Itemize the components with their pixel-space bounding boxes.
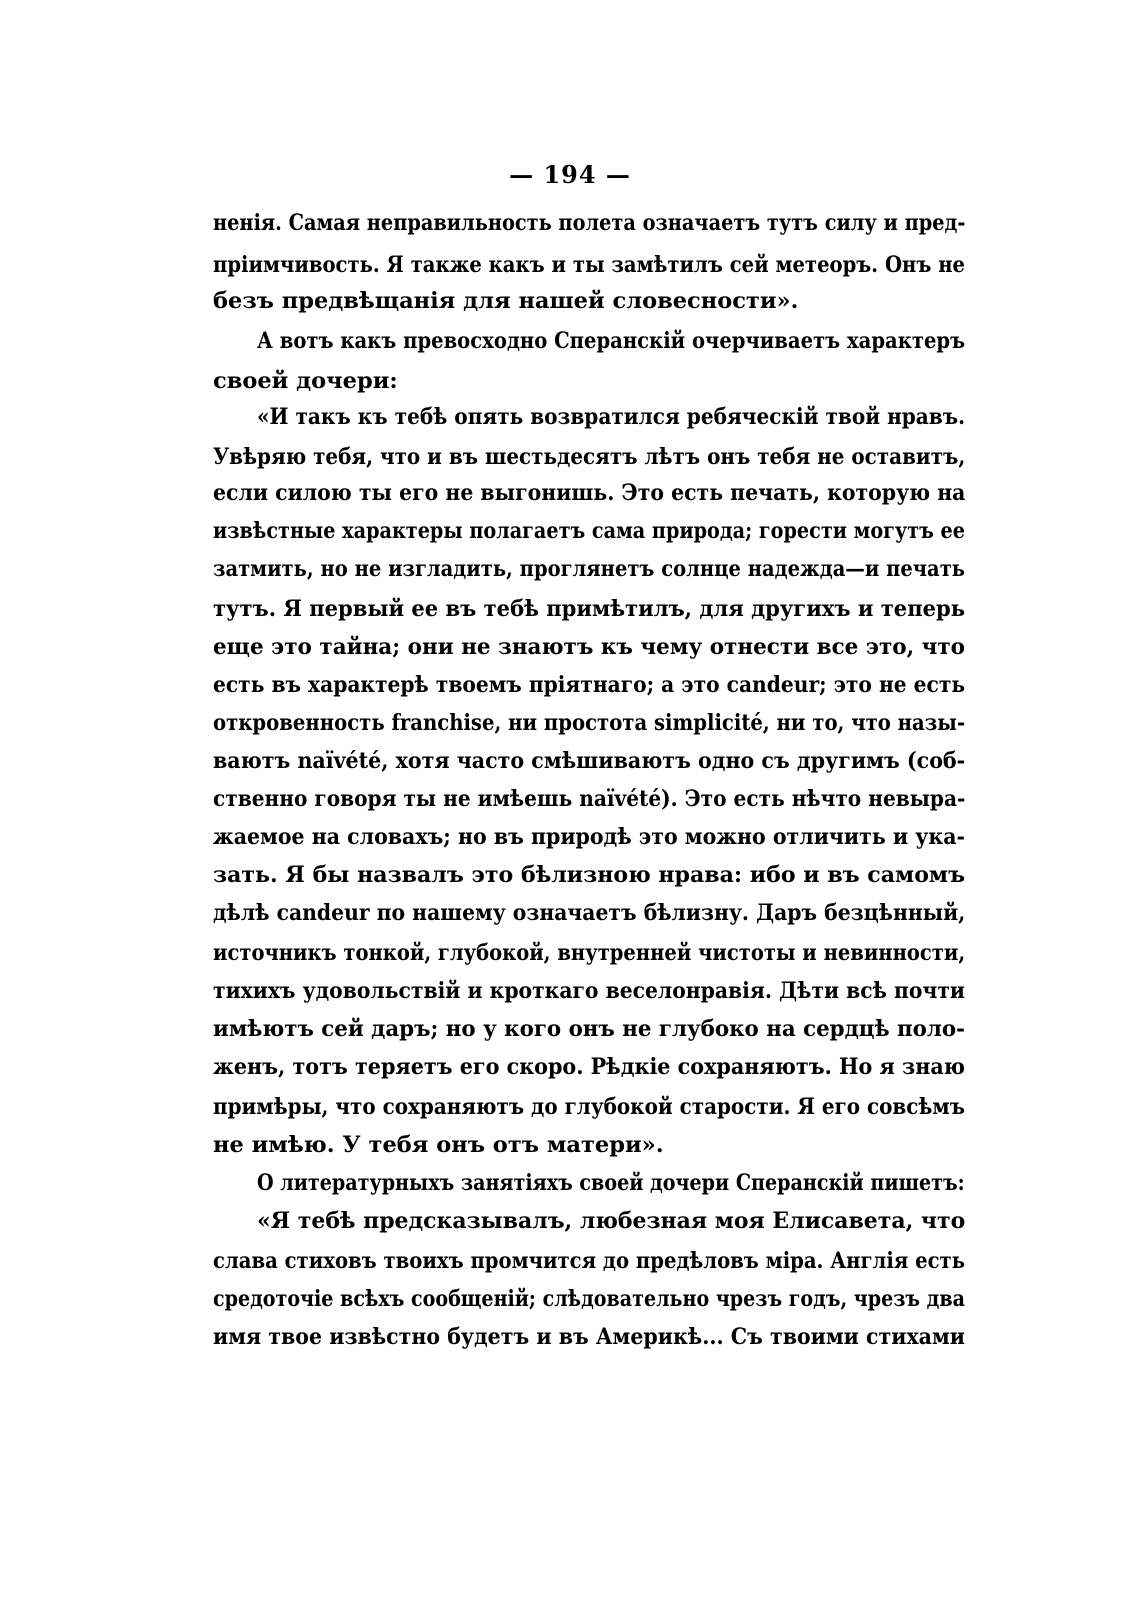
text-line: дѣлѣ candeur по нашему означаетъ бѣлизну. Даръ безцѣнный, [213,900,966,926]
text-line: «И такъ къ тебѣ опять возвратился ребяческiй твой нравъ. [257,404,966,430]
text-line: тихихъ удовольствiй и кроткаго веселонравiя. Дѣти всѣ почти [213,978,965,1004]
text-line: если силою ты его не выгонишь. Это есть печать, которую на [213,480,966,506]
text-line: затмить, но не изгладить, проглянетъ солнце надежда—и печать [213,556,965,582]
text-line: нeнiя. Самая неправильность полета означаетъ тутъ силу и пред- [213,210,966,236]
text-line: средоточiе всѣхъ сообщенiй; слѣдовательно чрезъ годъ, чрезъ два [213,1286,965,1312]
text-line: безъ предвѣщанiя для нашей словесности». [213,288,799,314]
text-line: зать. Я бы назвалъ это бѣлизною нрава: ибо и въ самомъ [213,862,965,888]
text-line: своей дочери: [213,368,398,394]
text-line: прiимчивость. Я также какъ и ты замѣтилъ сей метеоръ. Онъ не [213,252,965,278]
text-line: ственно говоря ты не имѣешь naïvété). Это есть нѣчто невыра- [213,786,966,812]
text-line: женъ, тотъ теряетъ его скоро. Рѣдкiе сохраняютъ. Но я знаю [213,1054,965,1080]
text-line: жаемое на словахъ; но въ природѣ это можно отличить и ука- [213,824,965,850]
text-line: имѣютъ сей даръ; но у кого онъ не глубоко на сердцѣ поло- [213,1016,965,1042]
text-line: имя твое извѣстно будетъ и въ Америкѣ... Съ твоими стихами [213,1324,965,1350]
text-line: слава стиховъ твоихъ промчится до предѣловъ мiра. Англiя есть [213,1248,965,1274]
text-line: тутъ. Я первый ее въ тебѣ примѣтилъ, для другихъ и теперь [213,596,965,622]
text-line: есть въ характерѣ твоемъ прiятнаго; а это candeur; это не есть [213,672,966,698]
text-line: А вотъ какъ превосходно Сперанскiй очерчиваетъ характеръ [257,328,966,354]
text-line: источникъ тонкой, глубокой, внутренней чистоты и невинности, [213,940,966,966]
text-line: О литературныхъ занятiяхъ своей дочери Сперанскiй пишетъ: [257,1170,965,1196]
text-line: извѣстные характеры полагаетъ сама природа; горести могутъ ее [213,518,965,544]
text-line: откровенность franchise, ни простота simplicité, ни то, что назы- [213,710,966,736]
text-line: Увѣряю тебя, что и въ шестьдесятъ лѣтъ онъ тебя не оставитъ, [213,444,966,470]
text-line: примѣры, что сохраняютъ до глубокой старости. Я его совсѣмъ [213,1094,966,1120]
text-line: «Я тебѣ предсказывалъ, любезная моя Елисавета, что [257,1208,966,1234]
page-number: — 194 — [509,160,631,189]
text-line: еще это тайна; они не знаютъ къ чему отнести все это, что [213,634,965,660]
text-line: не имѣю. У тебя онъ отъ матери». [213,1132,664,1158]
text-line: ваютъ naïvété, хотя часто смѣшиваютъ одно съ другимъ (соб- [213,748,966,774]
